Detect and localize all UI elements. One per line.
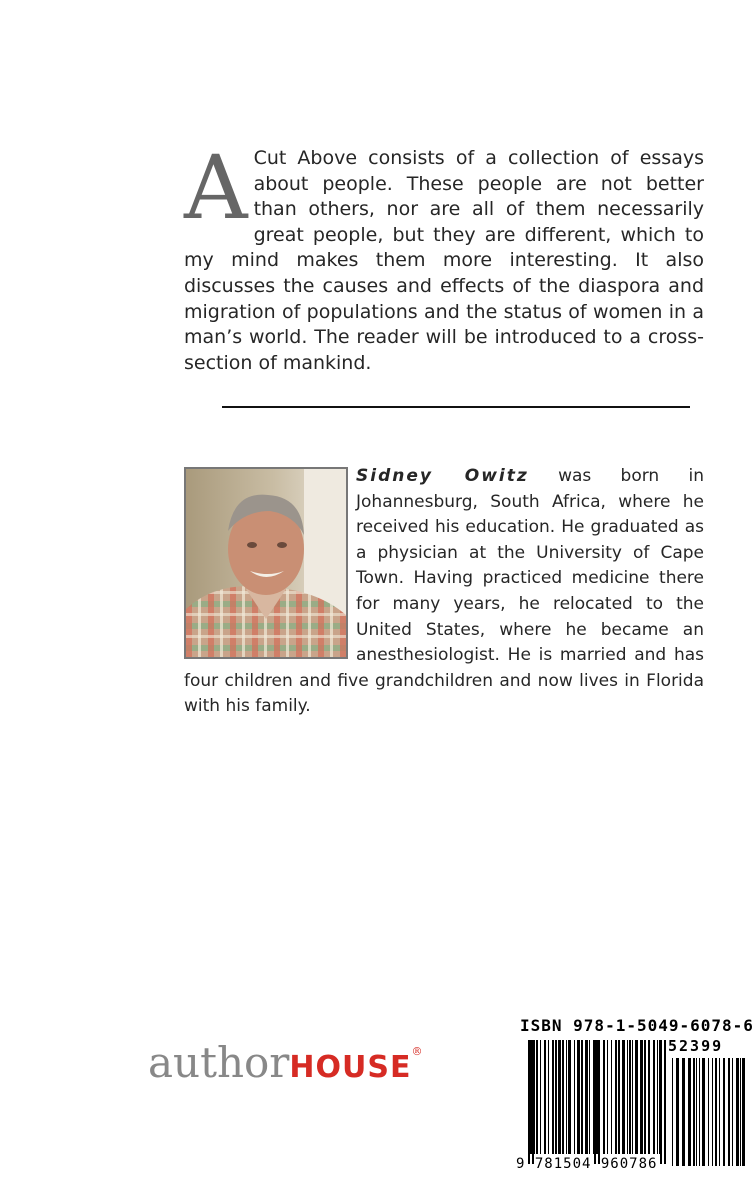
isbn-barcode <box>506 1006 754 1200</box>
barcode-digits: 9 781504 960786 <box>516 1156 658 1172</box>
isbn-text: ISBN 978-1-5049-6078-6 <box>520 1016 754 1035</box>
publisher-logo <box>148 1038 422 1087</box>
author-photo <box>184 467 348 659</box>
back-cover-blurb <box>184 136 704 376</box>
drop-cap: A <box>184 136 248 239</box>
author-bio <box>184 464 704 720</box>
registered-mark: ® <box>411 1045 423 1058</box>
author-name: Sidney Owitz <box>356 466 529 486</box>
price-addon-digits: 52399 <box>668 1037 724 1055</box>
author-portrait-image <box>186 469 346 657</box>
logo-author-text: author <box>148 1038 290 1087</box>
blurb-text: Cut Above consists of a collection of essays about people. These people are not better than others, nor are all of them necessarily great people, but they are different, which to my mind makes them more interesting. It also discusses the causes and effects of the diaspora and migration of populations and the status of women in a man’s world. The reader will be introduced to a cross-section of mankind. <box>184 147 704 374</box>
logo-house-text: HOUSE <box>289 1050 412 1085</box>
section-divider <box>222 406 690 408</box>
bio-text: was born in Johannesburg, South Africa, where he received his education. He graduated as a physician at the University of Cape Town. Having practiced medicine there for many years, he relocated to the United States, where he became an anesthesiologist. He is married and has four children and five grandchildren and now lives in Florida with his family. <box>184 466 704 717</box>
